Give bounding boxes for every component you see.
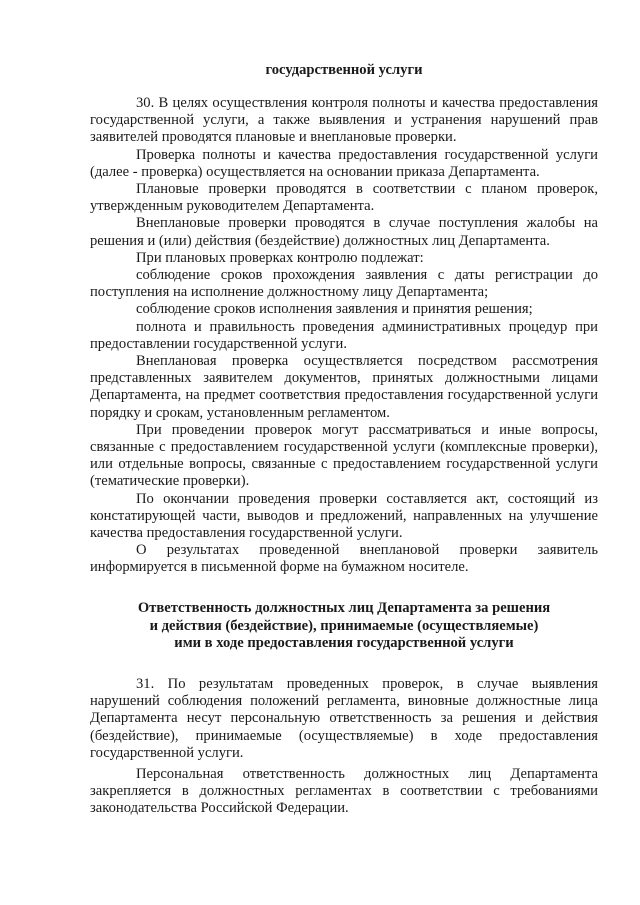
section-heading-line-3: ими в ходе предоставления государственной услуги	[174, 635, 514, 652]
section-heading-line-1: Ответственность должностных лиц Департамента за решения	[137, 600, 551, 616]
paragraph-check-act: По окончании проведения проверки составляется акт, состоящий из констатирующей части, выводов и предложений, направленных на улучшение качества предоставления государственной услуги.	[90, 490, 598, 542]
section-heading-top-text: государственной услуги	[265, 62, 423, 78]
section-control-body	[90, 95, 598, 577]
paragraph-unplanned-procedure: Внеплановая проверка осуществляется посредством рассмотрения представленных заявителем документов, принятых должностными лицами Департамента, на предмет соответствия предоставления государственной услуги порядку и срокам, установленным регламентом.	[90, 353, 598, 421]
section-heading-line-2: и действия (бездействие), принимаемые (осуществляемые)	[149, 617, 539, 634]
paragraph-31: 31. По результатам проведенных проверок, в случае выявления нарушений соблюдения положений регламента, виновные должностные лица Департамента несут персональную ответственность за решения и действия (бездействие), принимаемые (осуществляемые) в ходе предоставления государственной услуги.	[90, 676, 598, 761]
section-responsibility-body	[90, 676, 598, 818]
section-heading-top	[90, 62, 598, 80]
paragraph-30: 30. В целях осуществления контроля полноты и качества предоставления государственной услуги, а также выявления и устранения нарушений прав заявителей проводятся плановые и внеплановые проверки.	[90, 95, 598, 146]
paragraph-unplanned-checks: Внеплановые проверки проводятся в случае поступления жалобы на решения и (или) действия (бездействие) должностных лиц Департамента.	[90, 215, 598, 249]
paragraph-other-questions: При проведении проверок могут рассматриваться и иные вопросы, связанные с предоставлением государственной услуги (комплексные проверки), или отдельные вопросы, связанные с предоставлением государственной услуги (тематические проверки).	[90, 421, 598, 490]
list-item-procedure-completeness: полнота и правильность проведения административных процедур при предоставлении государственной услуги.	[90, 318, 598, 352]
paragraph-planned-checks: Плановые проверки проводятся в соответствии с планом проверок, утвержденным руководителем Департамента.	[90, 181, 598, 215]
paragraph-personal-responsibility: Персональная ответственность должностных лиц Департамента закрепляется в должностных регламентах в соответствии с требованиями законодательства Российской Федерации.	[90, 766, 598, 817]
list-item-registration-deadlines: соблюдение сроков прохождения заявления с даты регистрации до поступления на исполнение должностному лицу Департамента;	[90, 267, 598, 301]
paragraph-applicant-notification: О результатах проведенной внеплановой проверки заявитель информируется в письменной форме на бумажном носителе.	[90, 542, 598, 576]
list-item-execution-deadlines: соблюдение сроков исполнения заявления и принятия решения;	[136, 301, 533, 318]
paragraph-control-subjects: При плановых проверках контролю подлежат:	[136, 249, 424, 266]
section-heading-responsibility	[90, 600, 598, 653]
paragraph-check-basis: Проверка полноты и качества предоставления государственной услуги (далее - проверка) осуществляется на основании приказа Департамента.	[90, 146, 598, 180]
